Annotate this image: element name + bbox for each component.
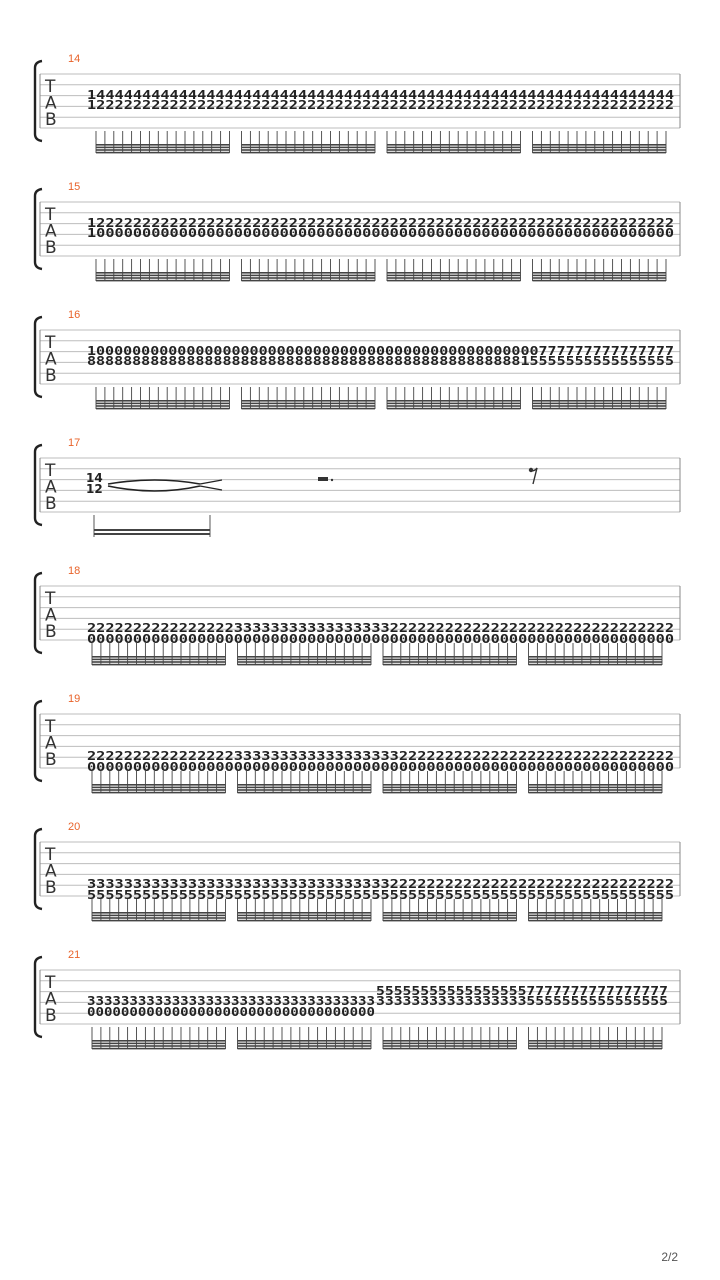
bar-number: 19 [68, 693, 81, 705]
beam-line [387, 280, 521, 282]
beam-line [383, 656, 517, 658]
beam-line [96, 275, 230, 277]
system-bracket [35, 317, 42, 397]
beam-line [238, 1043, 372, 1045]
beam-line [533, 280, 667, 282]
beam-line [529, 792, 663, 794]
beam-line [96, 405, 230, 407]
beam-line [96, 277, 230, 279]
beam-line [92, 912, 226, 914]
tie-tail [200, 486, 222, 490]
beam-line [529, 661, 663, 663]
beam-line [533, 403, 667, 405]
beam-line [387, 149, 521, 151]
tab-clef-letter: A [45, 733, 57, 754]
tab-system-21 [35, 949, 680, 1049]
beam-line [238, 917, 372, 919]
beam-line [529, 789, 663, 791]
beam-line [238, 1048, 372, 1050]
tab-system-20 [35, 821, 680, 921]
beam-line [242, 403, 376, 405]
tab-clef-letter: A [45, 221, 57, 242]
beam-line [383, 1048, 517, 1050]
beam-line [387, 144, 521, 146]
system-bracket [35, 957, 42, 1037]
tab-system-19 [35, 693, 680, 793]
beam-line [92, 1040, 226, 1042]
system-bracket [35, 189, 42, 269]
beam-line [242, 408, 376, 410]
beam-line [383, 1043, 517, 1045]
beam-line [238, 1040, 372, 1042]
beam-line [242, 280, 376, 282]
beam-line [529, 915, 663, 917]
beam-line [387, 147, 521, 149]
beam-line [242, 277, 376, 279]
beam-line [238, 784, 372, 786]
beam-line [242, 144, 376, 146]
beam-line [387, 403, 521, 405]
tab-clef-letter: B [45, 750, 57, 770]
tab-clef-letter: A [45, 861, 57, 882]
tab-clef-letter: T [45, 589, 56, 609]
tie-tail [200, 480, 222, 484]
beam-line [96, 152, 230, 154]
beam-line [238, 1045, 372, 1047]
fret-lower: 12 [86, 482, 103, 496]
beam-line [387, 277, 521, 279]
beam-line [533, 149, 667, 151]
beam-line [238, 661, 372, 663]
beam-line [383, 664, 517, 666]
fret-row-lower: 0000000000000000000000000000000000 [87, 1005, 375, 1019]
beam-line [533, 147, 667, 149]
beam-line [238, 920, 372, 922]
fret-row-lower: 5555555555555555555555555555555555555555555555555555555555555555 [87, 888, 674, 902]
fret-row-upper: 1444444444444444444444444444444444444444444444444444444444444444 [87, 88, 674, 102]
tab-system-14 [35, 53, 680, 153]
beam-line [383, 661, 517, 663]
beam-line [242, 275, 376, 277]
tab-clef-letter: T [45, 461, 56, 481]
beam-line [242, 149, 376, 151]
bar-number: 21 [68, 949, 81, 961]
beam-line [242, 400, 376, 402]
fret-row-upper: 2222222222222222333333333333333332222222222222222222222222222222 [87, 621, 674, 635]
fret-row-lower: 0000000000000000000000000000000000000000000000000000000000000000 [87, 760, 674, 774]
beam-line [529, 1045, 663, 1047]
beam-line [387, 275, 521, 277]
beam-line [238, 792, 372, 794]
beam-line [96, 147, 230, 149]
beam-line [92, 1045, 226, 1047]
tab-clef-letter: T [45, 77, 56, 97]
beam-line [387, 408, 521, 410]
beam-line [94, 533, 210, 535]
tab-clef-letter: A [45, 477, 57, 498]
beam-line [387, 272, 521, 274]
beam-line [383, 659, 517, 661]
beam-line [242, 152, 376, 154]
beam-line [238, 789, 372, 791]
fret-row-lower: 88888888888888888888888888888888888888888888888815555555555555555 [87, 354, 674, 368]
beam-line [529, 1043, 663, 1045]
beam-line [96, 272, 230, 274]
bar-number: 20 [68, 821, 81, 833]
tab-system-18 [35, 565, 680, 665]
beam-line [383, 917, 517, 919]
tab-clef-letter: A [45, 349, 57, 370]
beam-line [92, 787, 226, 789]
tab-clef-letter: A [45, 989, 57, 1010]
fret-row-mid: 333333333333333335555555555555555 [376, 994, 668, 1008]
beam-line [529, 664, 663, 666]
tab-clef-letter: B [45, 494, 57, 514]
tab-clef-letter: B [45, 878, 57, 898]
beam-line [529, 1040, 663, 1042]
beam-line [383, 915, 517, 917]
system-bracket [35, 829, 42, 909]
beam-line [92, 792, 226, 794]
beam-line [92, 659, 226, 661]
tab-clef-letter: T [45, 845, 56, 865]
beam-line [238, 656, 372, 658]
beam-line [383, 912, 517, 914]
beam-line [529, 659, 663, 661]
beam-line [529, 656, 663, 658]
beam-line [92, 915, 226, 917]
beam-line [383, 920, 517, 922]
beam-line [238, 664, 372, 666]
beam-line [96, 149, 230, 151]
beam-line [92, 656, 226, 658]
beam-line [533, 275, 667, 277]
tab-clef-letter: B [45, 110, 57, 130]
system-bracket [35, 573, 42, 653]
beam-line [533, 152, 667, 154]
beam-line [529, 917, 663, 919]
system-bracket [35, 701, 42, 781]
beam-line [529, 912, 663, 914]
fret-row-lower: 1000000000000000000000000000000000000000000000000000000000000000 [87, 226, 674, 240]
beam-line [238, 659, 372, 661]
tab-system-17 [35, 437, 680, 537]
tab-clef-letter: T [45, 973, 56, 993]
bar-number: 15 [68, 181, 81, 193]
tab-system-16 [35, 309, 680, 409]
beam-line [533, 405, 667, 407]
page-number: 2/2 [661, 1250, 678, 1264]
beam-line [92, 661, 226, 663]
system-bracket [35, 61, 42, 141]
beam-line [96, 400, 230, 402]
beam-line [96, 403, 230, 405]
beam-line [242, 147, 376, 149]
beam-line [92, 789, 226, 791]
beam-line [387, 152, 521, 154]
bar-number: 17 [68, 437, 81, 449]
tab-clef-letter: B [45, 238, 57, 258]
beam-line [96, 144, 230, 146]
tab-clef-letter: B [45, 366, 57, 386]
beam-line [529, 920, 663, 922]
beam-line [529, 787, 663, 789]
fret-row-lower: 1222222222222222222222222222222222222222222222222222222222222222 [87, 98, 674, 112]
system-bracket [35, 445, 42, 525]
tab-clef-letter: T [45, 205, 56, 225]
beam-line [533, 400, 667, 402]
fret-row-upper: 10000000000000000000000000000000000000000000000000777777777777777 [87, 344, 674, 358]
eighth-rest-stem [531, 468, 537, 484]
beam-line [92, 1043, 226, 1045]
beam-line [383, 784, 517, 786]
fret-row-top: 555555555555555557777777777777777 [376, 984, 668, 998]
beam-line [533, 408, 667, 410]
fret-row-upper: 3333333333333333333333333333333332222222222222222222222222222222 [87, 877, 674, 891]
tab-system-15 [35, 181, 680, 281]
fret-upper: 14 [86, 471, 103, 485]
beam-line [383, 1040, 517, 1042]
bar-number: 14 [68, 53, 81, 65]
beam-line [92, 1048, 226, 1050]
rest-dot [331, 479, 333, 481]
tab-clef-letter: A [45, 93, 57, 114]
beam-line [92, 664, 226, 666]
beam-line [383, 787, 517, 789]
beam-line [383, 789, 517, 791]
beam-line [529, 1048, 663, 1050]
tab-clef-letter: T [45, 333, 56, 353]
fret-row-upper: 3333333333333333333333333333333333 [87, 994, 375, 1008]
beam-line [383, 792, 517, 794]
bar-number: 16 [68, 309, 81, 321]
tab-clef-letter: B [45, 1006, 57, 1026]
fret-row-upper: 1222222222222222222222222222222222222222222222222222222222222222 [87, 216, 674, 230]
fret-row-upper: 2222222222222222333333333333333333222222222222222222222222222222 [87, 749, 674, 763]
beam-line [238, 915, 372, 917]
bar-number: 18 [68, 565, 81, 577]
beam-line [238, 912, 372, 914]
tab-clef-letter: A [45, 605, 57, 626]
beam-line [533, 277, 667, 279]
half-rest-icon [318, 477, 328, 481]
tab-clef-letter: B [45, 622, 57, 642]
fret-row-lower: 0000000000000000000000000000000000000000000000000000000000000000 [87, 632, 674, 646]
beam-line [533, 272, 667, 274]
beam-line [242, 405, 376, 407]
beam-line [387, 400, 521, 402]
beam-line [383, 1045, 517, 1047]
beam-line [92, 917, 226, 919]
tab-clef-letter: T [45, 717, 56, 737]
beam-line [238, 787, 372, 789]
beam-line [533, 144, 667, 146]
beam-line [92, 784, 226, 786]
tie-curve [108, 480, 200, 484]
beam-line [96, 280, 230, 282]
beam-line [94, 529, 210, 531]
beam-line [529, 784, 663, 786]
beam-line [92, 920, 226, 922]
beam-line [96, 408, 230, 410]
beam-line [242, 272, 376, 274]
beam-line [387, 405, 521, 407]
